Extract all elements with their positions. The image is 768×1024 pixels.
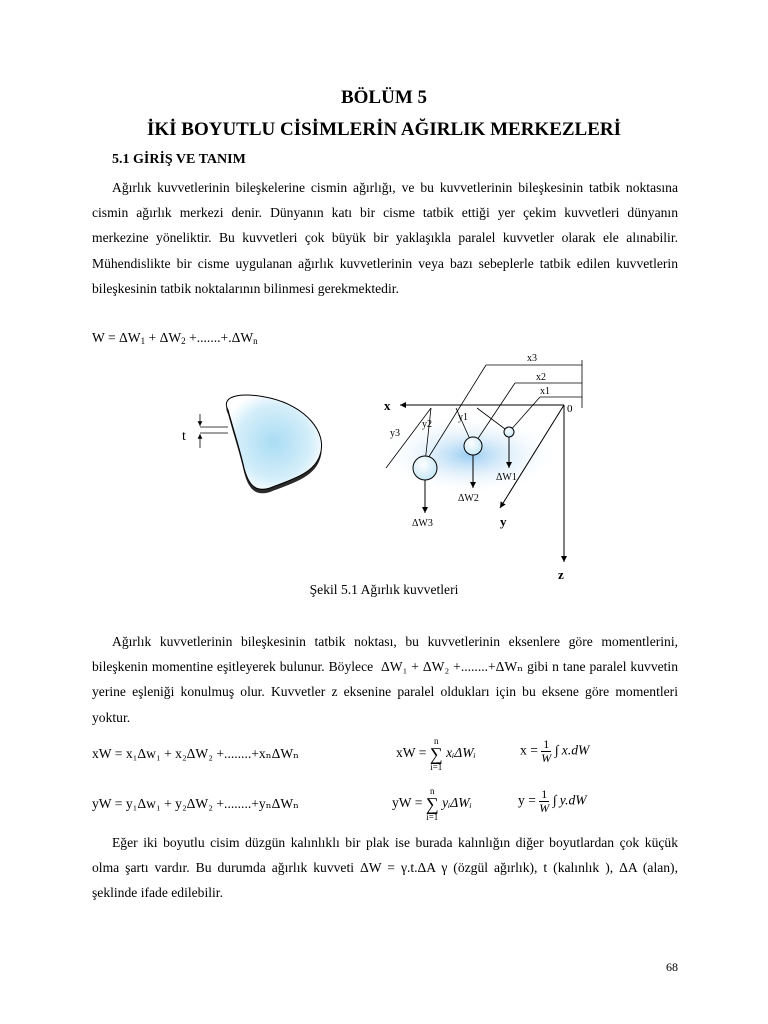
dw2-label: ΔW2 <box>458 493 479 504</box>
yw-expanded-equation: yW = y₁Δw₁ + y₂ΔW₂ +........+yₙΔWₙ <box>92 796 300 811</box>
weight-forces-figure <box>170 350 610 582</box>
y-axis-label: y <box>500 514 507 529</box>
mass-1 <box>504 427 514 437</box>
mass-3 <box>413 456 437 480</box>
y1-label: y1 <box>458 412 468 423</box>
figure-caption: Şekil 5.1 Ağırlık kuvvetleri <box>309 582 459 597</box>
weight-sum-equation: $W = \Delta W_1 + \Delta W_2 +.......+.\Delta W_n$ <box>92 330 258 346</box>
x-integral-equation: x = $\frac{1}{W}$ ∫ x.dW <box>520 737 590 765</box>
plate-paragraph: Eğer iki boyutlu cisim düzgün kalınlıklı bir plak ise burada kalınlığın diğer boyutlardan çok küçük olma şartı vardır. Bu durumda ağırlık kuvveti ΔW = γ.t.ΔA γ (özgül ağırlık), t (kalınlık ), ΔA (alan), şeklinde ifade edilebilir. <box>92 835 678 901</box>
section-heading: 5.1 GİRİŞ VE TANIM <box>112 152 246 167</box>
thickness-indicator <box>200 414 228 448</box>
x1-label: x1 <box>540 386 550 397</box>
origin-label: 0 <box>567 403 573 415</box>
y2-label: y2 <box>422 419 432 430</box>
intro-paragraph: Ağırlık kuvvetlerinin bileşkelerine cismin ağırlığı, ve bu kuvvetlerinin bileşkesinin tatbik noktasına cismin ağırlık merkezi denir. Dünyanın katı bir cisme tatbik ettiği yer çekim kuvvetleri dünyanın merkezine yöneliktir. Bu kuvvetleri çok büyük bir yaklaşıkla paralel kuvvetler olarak ele alınabilir. Mühendislikte bir cisme uygulanan ağırlık kuvvetlerinin veya bazı sebeplerle tatbik edilen kuvvetlerin bileşkesinin tatbik noktalarının bilinmesi gerekmektedir. <box>92 180 678 296</box>
mass-2 <box>464 437 482 455</box>
dw1-label: ΔW1 <box>496 472 517 483</box>
moments-paragraph: Ağırlık kuvvetlerinin bileşkesinin tatbik noktası, bu kuvvetlerinin eksenlere göre momentlerini, bileşkenin momentine eşitleyerek bulunur. Böylece ΔW₁ + ΔW₂ +........+ΔWₙ gibi n tane paralel kuvvetin yerine eşleniği konulmuş olur. Kuvvetler z eksenine paralel oldukları için bu eksene göre momentleri yoktur. <box>92 634 678 725</box>
plate-shape <box>226 395 321 493</box>
thickness-label: t <box>182 429 186 444</box>
y-integral-equation: y = $\frac{1}{W}$ ∫ y.dW <box>518 787 587 815</box>
xw-summation-equation: xW = n ∑ i=1 xᵢΔWᵢ <box>396 736 476 772</box>
sum-sign: n ∑ i=1 <box>429 736 443 772</box>
dw3-label: ΔW3 <box>412 518 433 529</box>
x2-label: x2 <box>536 372 546 383</box>
chapter-title: İKİ BOYUTLU CİSİMLERİN AĞIRLIK MERKEZLERİ <box>146 119 622 140</box>
x3-label: x3 <box>527 353 537 364</box>
page-number: 68 <box>666 960 678 974</box>
yw-summation-equation: yW = n ∑ i=1 yᵢΔWᵢ <box>392 786 472 822</box>
fraction: $\frac{1}{W}$ <box>539 787 550 815</box>
z-axis-label: z <box>558 567 564 582</box>
xw-expanded-equation: xW = x₁Δw₁ + x₂ΔW₂ +........+xₙΔWₙ <box>92 746 300 761</box>
sum-sign: n ∑ i=1 <box>425 786 439 822</box>
chapter-number: BÖLÜM 5 <box>340 87 428 108</box>
y3-label: y3 <box>390 428 400 439</box>
x-axis-label: x <box>384 398 391 413</box>
fraction: $\frac{1}{W}$ <box>541 737 552 765</box>
